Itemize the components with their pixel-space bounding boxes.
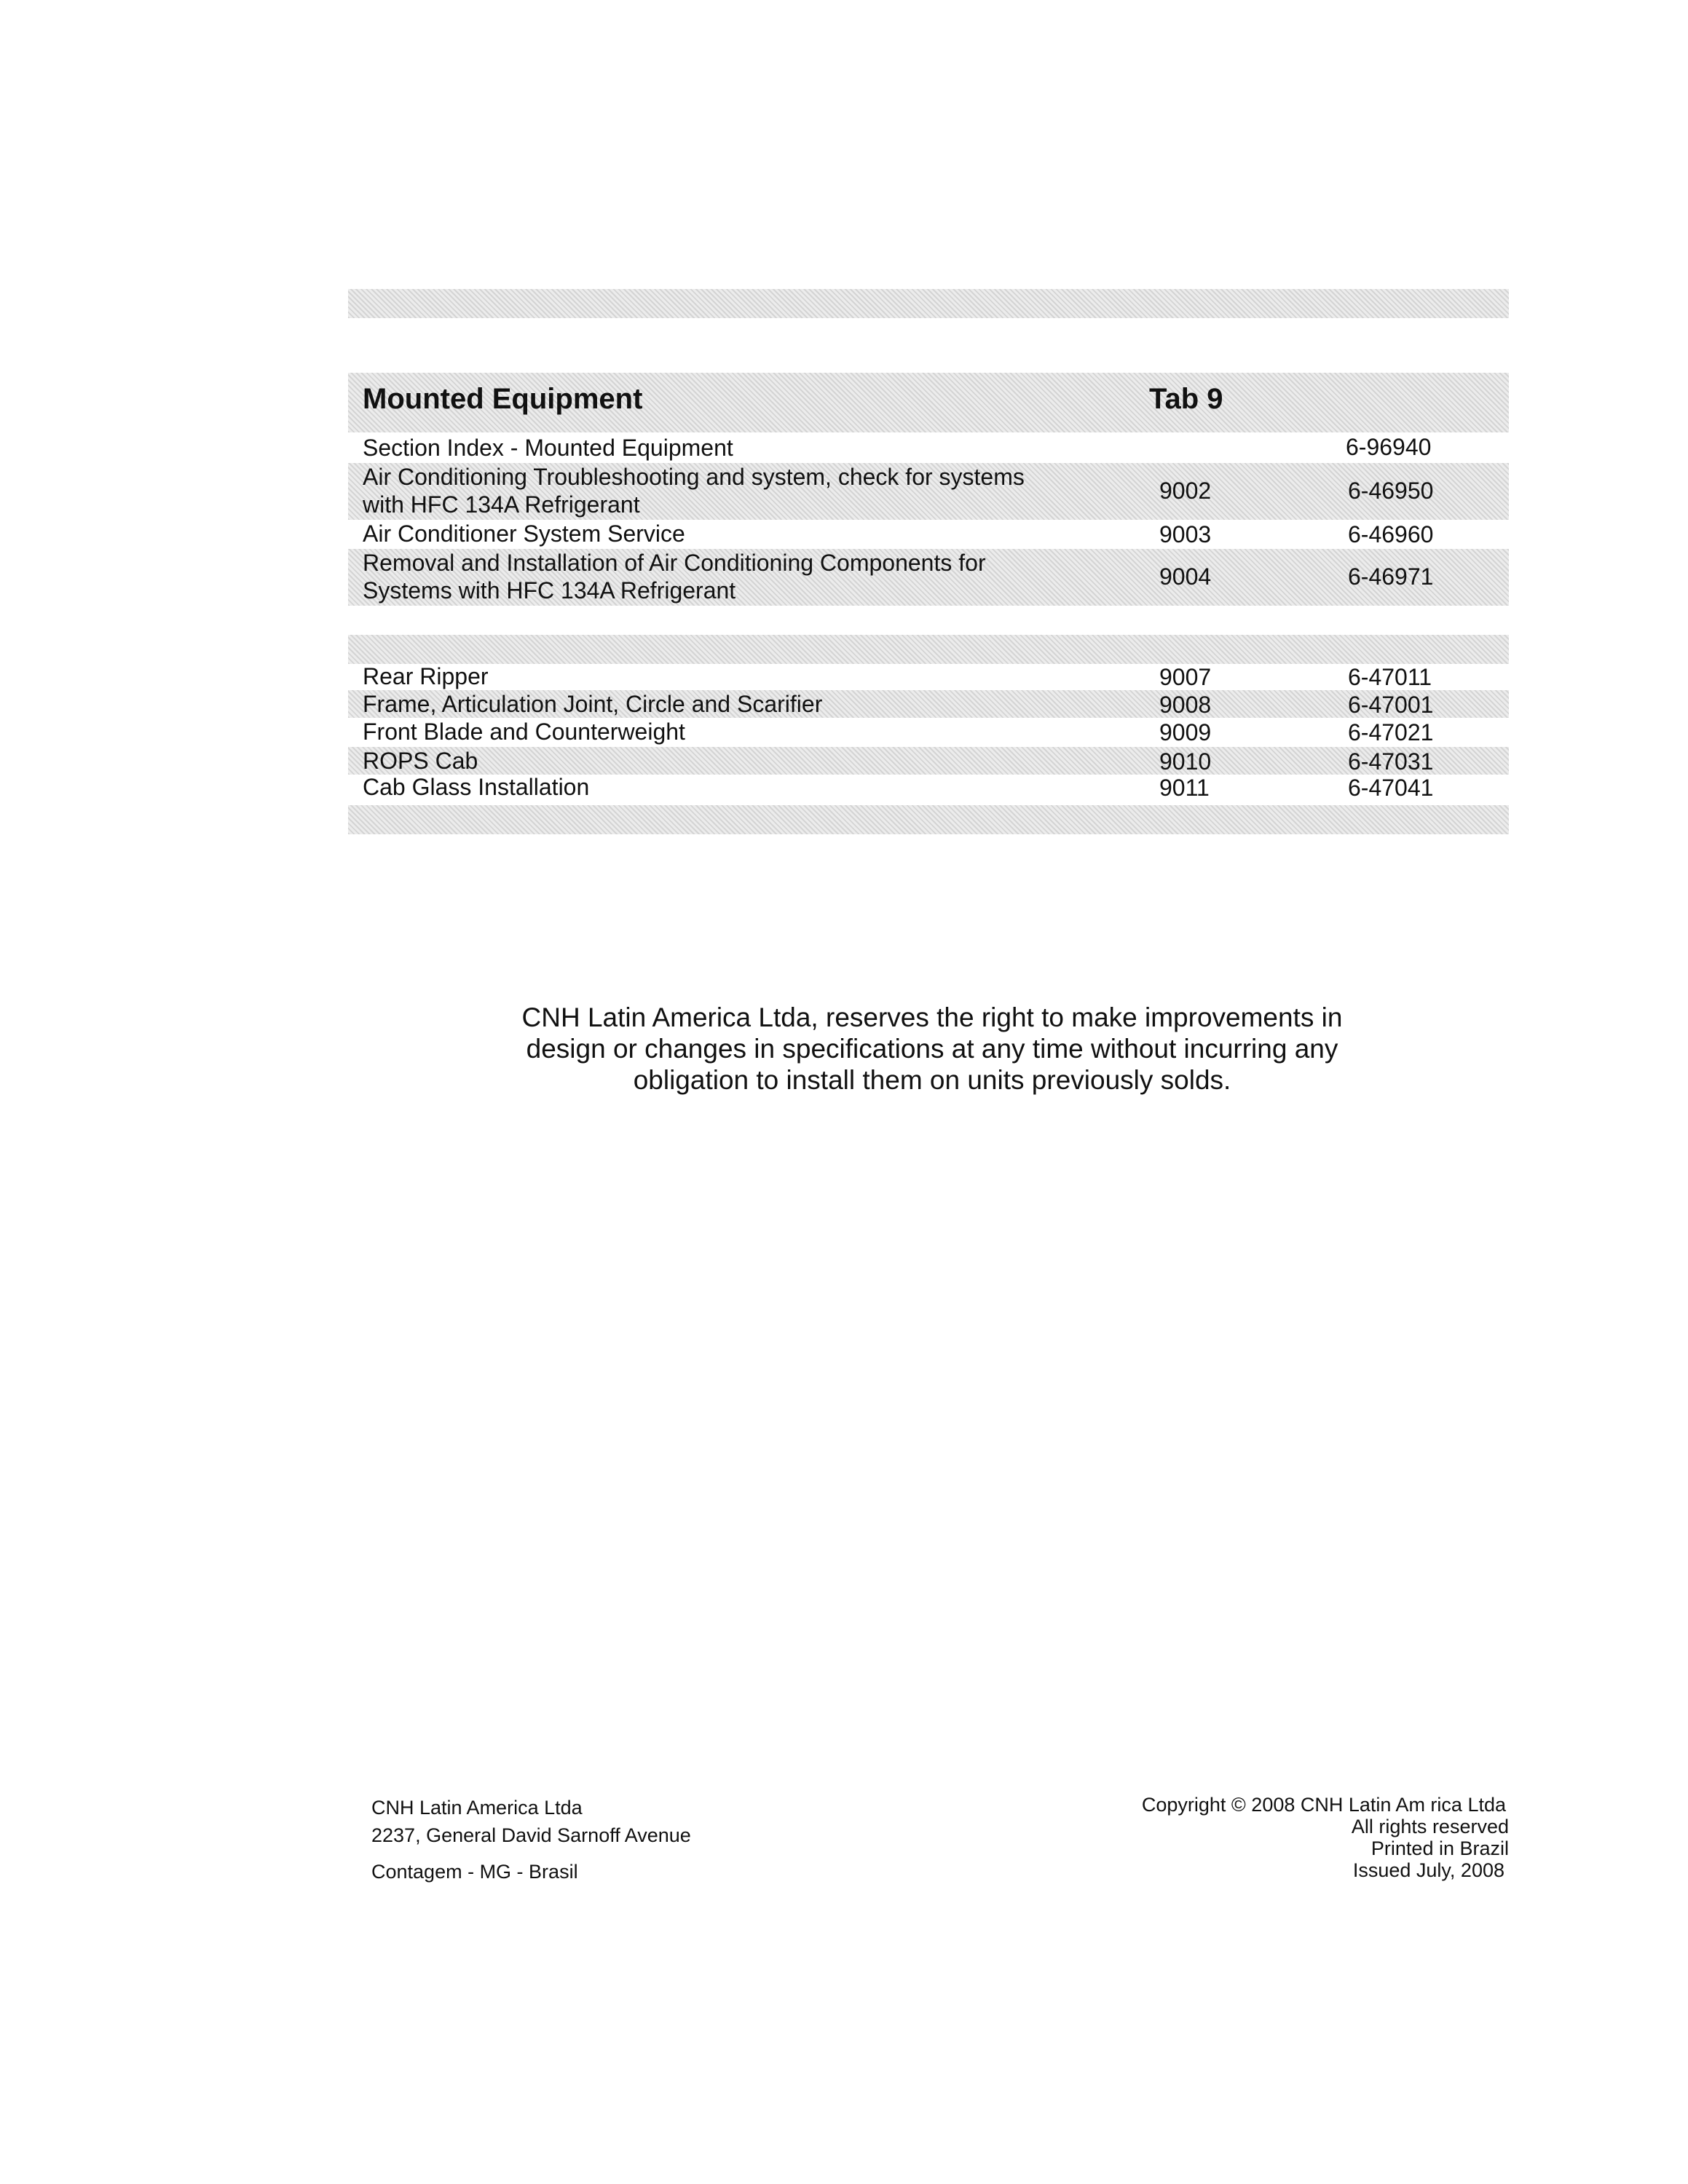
row-part-number: 6-46971 xyxy=(1348,563,1434,590)
table-row xyxy=(348,747,1509,775)
footer-company: CNH Latin America Ltda xyxy=(371,1797,583,1819)
table-row xyxy=(348,718,1509,747)
table-row xyxy=(348,662,1509,690)
row-part-number: 6-96940 xyxy=(1346,434,1432,460)
table-row xyxy=(348,520,1509,549)
row-description: Section Index - Mounted Equipment xyxy=(363,435,733,461)
row-code: 9004 xyxy=(1159,563,1212,590)
disclaimer-notice xyxy=(466,1002,1398,1096)
row-description: Frame, Articulation Joint, Circle and Scarifier xyxy=(363,691,823,717)
top-divider-band xyxy=(348,289,1509,318)
row-code: 9011 xyxy=(1159,775,1210,801)
table-header-row xyxy=(348,373,1509,432)
row-code: 9009 xyxy=(1159,719,1212,745)
row-description-line1: Air Conditioning Troubleshooting and system, check for systems xyxy=(363,464,1025,490)
row-description: Air Conditioner System Service xyxy=(363,521,685,547)
footer-printed: Printed in Brazil xyxy=(1370,1837,1509,1859)
section-title: Mounted Equipment xyxy=(363,383,643,415)
notice-line: design or changes in specifications at any time without incurring any xyxy=(526,1034,1338,1064)
row-part-number: 6-47031 xyxy=(1348,748,1434,775)
notice-line: CNH Latin America Ltda, reserves the right to make improvements in xyxy=(521,1002,1343,1032)
footer-copyright: Copyright © 2008 CNH Latin Am rica Ltda xyxy=(1141,1794,1506,1816)
row-part-number: 6-47041 xyxy=(1348,775,1434,801)
footer-city: Contagem - MG - Brasil xyxy=(371,1861,578,1883)
row-code: 9002 xyxy=(1159,478,1212,504)
row-description: Front Blade and Counterweight xyxy=(363,719,685,745)
table-row xyxy=(348,690,1509,718)
table-row xyxy=(348,463,1509,520)
row-part-number: 6-47011 xyxy=(1348,664,1432,690)
row-description-line1: Removal and Installation of Air Conditioning Components for xyxy=(363,550,986,576)
table-row xyxy=(348,432,1509,463)
footer-rights: All rights reserved xyxy=(1351,1816,1509,1837)
tab-label: Tab 9 xyxy=(1149,383,1223,415)
row-description-line2: Systems with HFC 134A Refrigerant xyxy=(363,577,736,604)
row-part-number: 6-47001 xyxy=(1348,692,1434,718)
row-part-number: 6-47021 xyxy=(1348,719,1434,745)
table-row xyxy=(348,775,1509,802)
group-divider-band xyxy=(348,635,1509,664)
footer-street: 2237, General David Sarnoff Avenue xyxy=(371,1824,691,1846)
table-row xyxy=(348,549,1509,606)
row-description-line2: with HFC 134A Refrigerant xyxy=(363,491,640,518)
bottom-divider-band xyxy=(348,805,1509,834)
row-description: Rear Ripper xyxy=(363,663,489,689)
row-description: Cab Glass Installation xyxy=(363,774,590,800)
row-part-number: 6-46960 xyxy=(1348,521,1434,547)
footer-issued: Issued July, 2008 xyxy=(1352,1859,1504,1881)
row-part-number: 6-46950 xyxy=(1348,478,1434,504)
row-description: ROPS Cab xyxy=(363,748,478,774)
row-code: 9010 xyxy=(1159,748,1212,775)
row-code: 9003 xyxy=(1159,521,1212,547)
row-code: 9007 xyxy=(1159,664,1212,690)
row-code: 9008 xyxy=(1159,692,1212,718)
notice-line: obligation to install them on units previously solds. xyxy=(633,1065,1231,1095)
